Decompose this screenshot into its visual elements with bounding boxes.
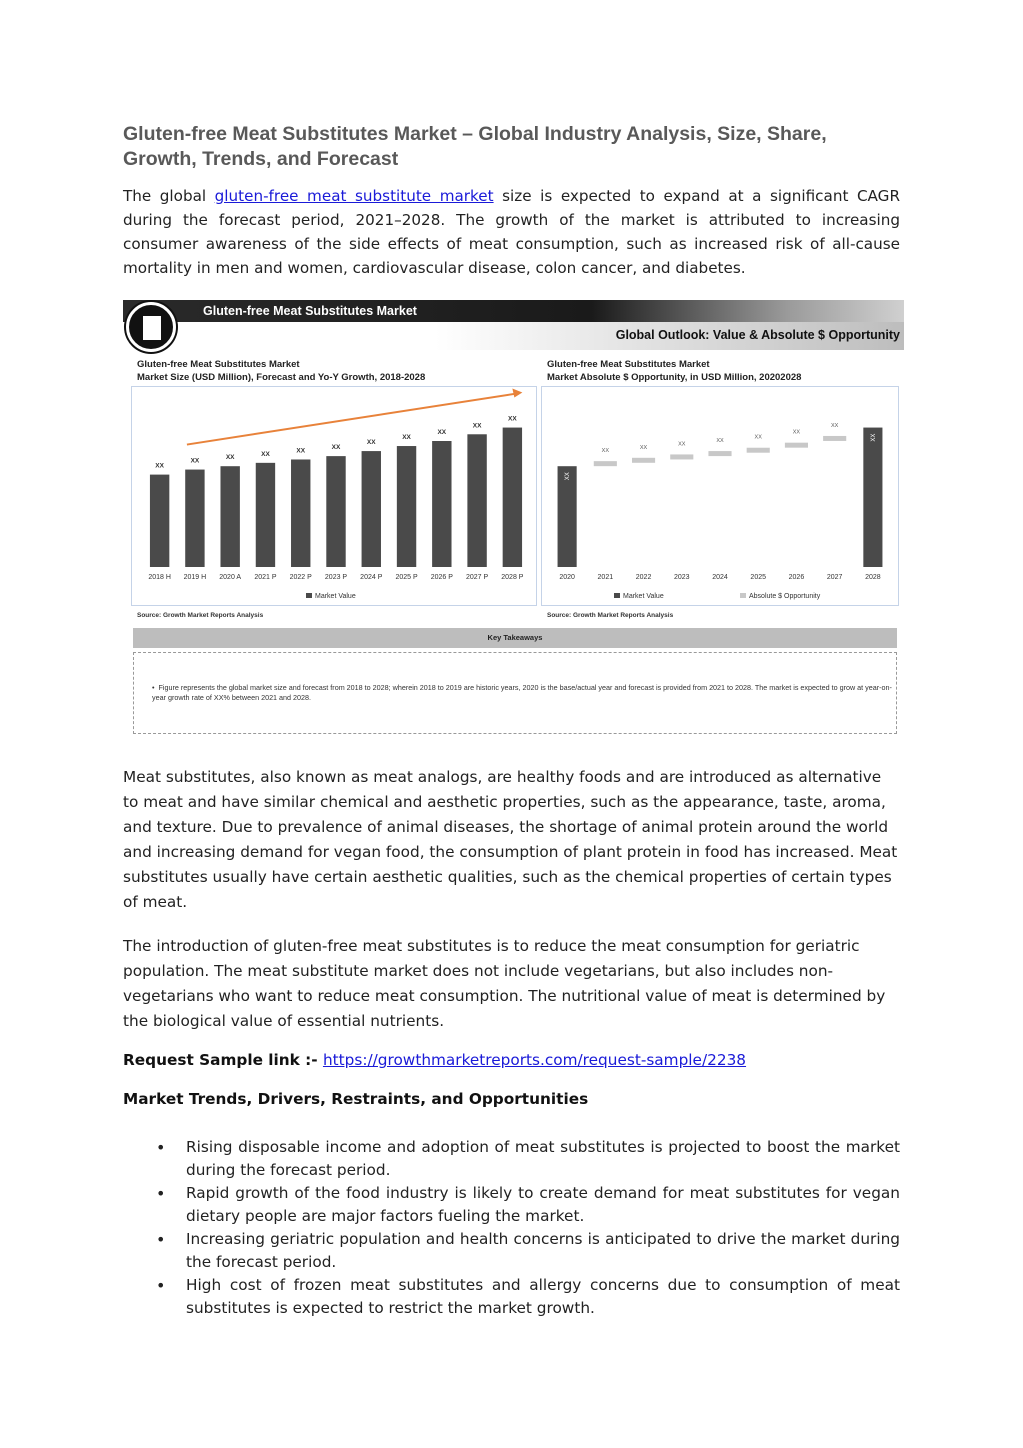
bar-market-value [150,475,169,567]
bar-data-label: XX [830,422,839,429]
section-heading: Market Trends, Drivers, Restraints, and Opportunities [123,1090,589,1108]
x-tick-label: 2028 P [501,574,524,581]
x-tick-label: 2018 H [148,574,171,581]
bar-absolute-opportunity [670,454,693,459]
bar-absolute-opportunity [594,461,617,466]
request-sample-label: Request Sample link :- [123,1051,323,1069]
x-tick-label: 2028 [865,574,881,581]
x-tick-label: 2027 P [465,574,489,581]
bar-data-label: XX [225,454,235,462]
bar-data-label: XX [870,433,877,442]
left-chart-title: Gluten-free Meat Substitutes Market [137,359,300,370]
bar-data-label: XX [472,422,482,430]
trends-list [123,1136,900,1320]
x-tick-label: 2026 P [430,574,453,581]
intro-paragraph [123,184,900,280]
intro-text-pre: The global [123,187,215,205]
right-chart-heading [547,358,801,384]
legend-swatch-market-value [614,593,620,598]
x-tick-label: 2024 [712,574,728,581]
list-item: • High cost of frozen meat substitutes and allergy concerns due to consumption of meat substitutes is expected to restrict the market growth. [156,1276,900,1317]
bar-data-label: XX [331,444,341,452]
legend-label-market-value: Market Value [623,593,664,600]
market-size-chart [132,387,536,605]
bar-absolute-opportunity [747,448,770,453]
bar-market-value [256,463,275,567]
bar-market-value [291,459,310,567]
market-link[interactable]: gluten-free meat substitute market [214,187,494,205]
legend-swatch-market-value [306,593,312,598]
right-chart-subtitle: Market Absolute $ Opportunity, in USD Million, 20202028 [547,372,802,383]
bar-data-label: XX [437,429,447,436]
bar-market-value [185,470,204,567]
left-chart-subtitle: Market Size (USD Million), Forecast and Yo-Y Growth, 2018-2028 [137,372,426,383]
x-tick-label: 2026 [788,574,805,581]
bar-market-value [326,456,345,567]
left-chart-heading [137,358,425,384]
bullet-icon: • [156,1276,166,1295]
legend-label-market-value: Market Value [315,593,356,600]
bar-absolute-opportunity [823,436,846,441]
takeaway-box [133,652,897,734]
bar-market-value [558,466,577,567]
bar-data-label: XX [639,444,648,451]
key-takeaways-bar [133,628,897,648]
right-chart-frame [541,386,899,606]
intro-text-post: size is expected to expand at a significant CAGR during the forecast period, 2021–2028. The growth of the market is attributed to increasing consumer awareness of the side effects of meat consumption, such as increased risk of all-cause mortality in men and women, cardiovascular disease, colon cancer, and diabetes. [123,187,900,277]
meat-substitutes-paragraph: Meat substitutes, also known as meat analogs, are healthy foods and are introduced as alternative to meat and have similar chemical and aesthetic properties, such as the appearance, taste, aroma, and texture. Due to prevalence of animal diseases, the shortage of animal protein around the world and increasing demand for vegan food, the consumption of plant protein in food has increased. Meat substitutes usually have certain aesthetic qualities, such as the chemical properties of certain types of meat. [123,768,898,911]
bar-absolute-opportunity [632,458,655,463]
bar-absolute-opportunity [708,451,731,456]
x-tick-label: 2023 P [324,574,348,581]
x-tick-label: 2022 [635,574,652,581]
banner-subtitle: Global Outlook: Value & Absolute $ Opportunity [615,328,900,342]
bar-data-label: XX [190,457,200,465]
page-title: Gluten-free Meat Substitutes Market – Global Industry Analysis, Size, Share, Growth, Trends, and Forecast [123,123,827,170]
takeaway-text: • Figure represents the global market size and forecast from 2018 to 2028; wherein 2018 to 2019 are historic years, 2020 is the base/actual year and forecast is provided from 2021 to 2028. The market is expected to grow at year-on-year growth rate of XX% between 2021 and 2028. [152,683,892,702]
bar-data-label: XX [716,438,724,445]
right-source-note: Source: Growth Market Reports Analysis [547,612,674,619]
x-tick-label: 2024 P [360,574,383,581]
bar-data-label: XX [601,448,610,455]
left-chart-frame [131,386,537,606]
list-item: • Increasing geriatric population and health concerns is anticipated to drive the market during the forecast period. [156,1230,900,1271]
growth-arrow-line [187,394,516,445]
x-tick-label: 2023 [673,574,690,581]
gluten-free-paragraph: The introduction of gluten-free meat substitutes is to reduce the meat consumption for geriatric population. The meat substitute market does not include vegetarians, but also includes non-vegetarians who want to reduce meat consumption. The nutritional value of meat is determined by the biological value of essential nutrients. [123,937,886,1030]
bar-data-label: XX [565,472,572,481]
bar-data-label: XX [792,429,801,436]
bar-data-label: XX [678,441,686,448]
left-source-note: Source: Growth Market Reports Analysis [137,612,264,619]
bar-market-value [397,446,416,567]
request-sample-line [123,1048,746,1072]
growth-arrow-head-icon [512,389,522,398]
bar-market-value [220,466,239,567]
bar-data-label: XX [155,462,164,470]
bar-data-label: XX [296,447,306,455]
x-tick-label: 2025 P [395,574,418,581]
bar-data-label: XX [754,434,762,441]
bar-absolute-opportunity [785,443,808,448]
bar-market-value [467,434,486,567]
bar-data-label: XX [261,450,270,458]
key-takeaways-label: Key Takeaways [487,633,543,642]
right-chart-title: Gluten-free Meat Substitutes Market [547,359,710,370]
legend-swatch-absolute-opportunity [740,593,746,598]
bullet-icon: • [156,1138,166,1157]
x-tick-label: 2021 [597,574,614,581]
bar-market-value [432,441,451,567]
list-item: • Rising disposable income and adoption of meat substitutes is projected to boost the market during the forecast period. [156,1138,900,1179]
bar-market-value [863,428,882,567]
absolute-opportunity-chart [542,387,898,605]
report-logo-icon [126,302,176,352]
bar-data-label: XX [508,415,517,423]
legend-label-absolute-opportunity: Absolute $ Opportunity [749,593,821,600]
bullet-icon: • [156,1230,166,1249]
x-tick-label: 2019 H [183,574,207,581]
list-item: • Rapid growth of the food industry is likely to create demand for meat substitutes for vegan dietary people are major factors fueling the market. [156,1184,900,1225]
bar-data-label: XX [402,434,411,442]
request-sample-link[interactable]: https://growthmarketreports.com/request-sample/2238 [322,1051,747,1069]
x-tick-label: 2025 [750,574,767,581]
x-tick-label: 2020 A [219,574,242,581]
banner-title: Gluten-free Meat Substitutes Market [203,304,417,318]
bullet-icon: • [156,1184,166,1203]
x-tick-label: 2027 [826,574,843,581]
bar-market-value [503,428,522,567]
x-tick-label: 2022 P [289,574,312,581]
bar-market-value [362,451,381,567]
market-infographic [123,300,904,740]
x-tick-label: 2021 P [254,574,277,581]
bar-data-label: XX [366,439,376,447]
x-tick-label: 2020 [559,574,575,581]
